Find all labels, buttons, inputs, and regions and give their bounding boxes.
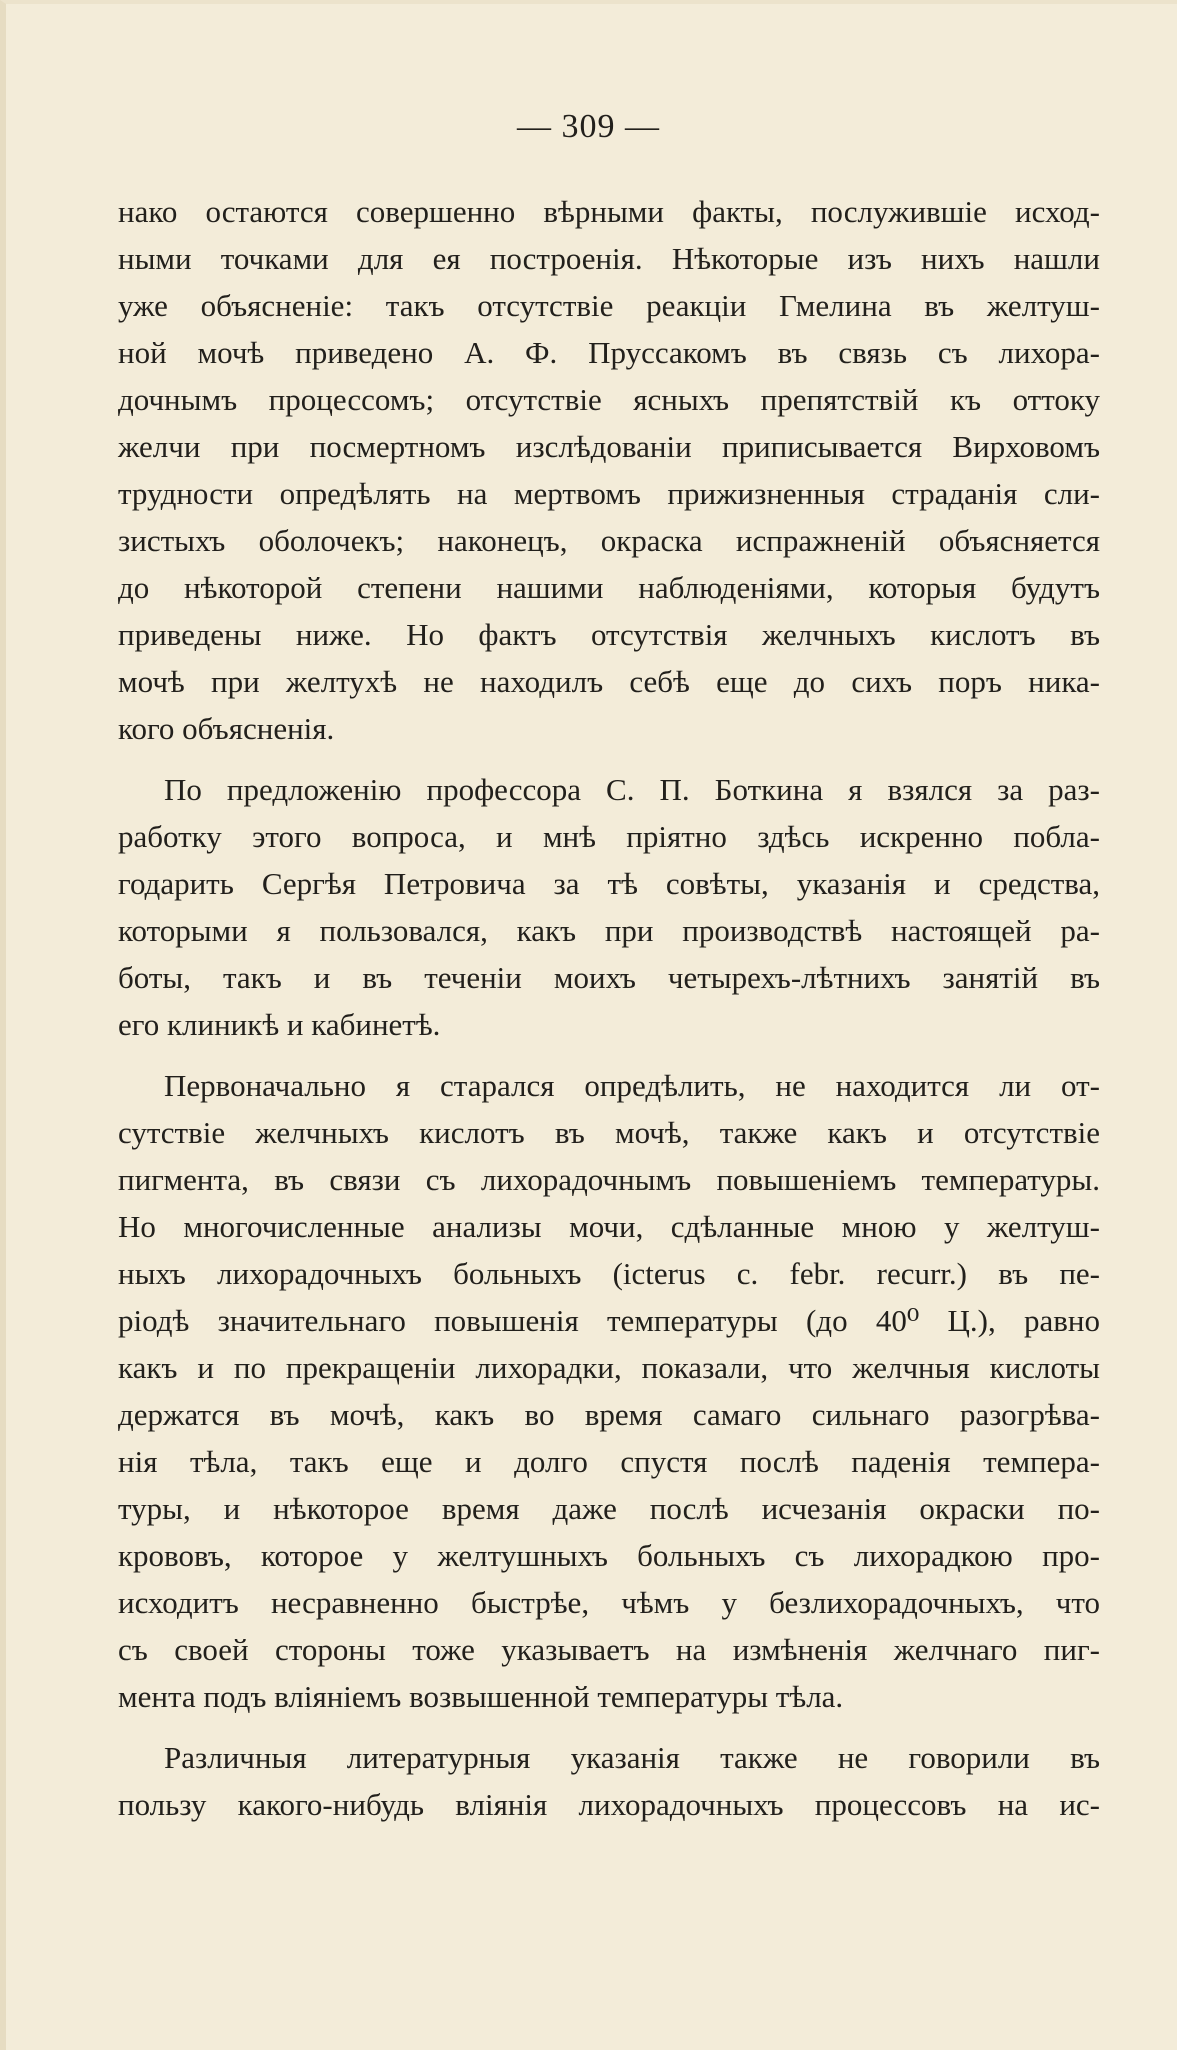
text-line: туры, и нѣкоторое время даже послѣ исчезанія окраски по- [118,1491,1100,1526]
text-line: трудности опредѣлять на мертвомъ прижизненныя страданія сли- [118,476,1100,511]
text-line: годарить Сергѣя Петровича за тѣ совѣты, указанія и средства, [118,866,1100,901]
paragraph-2 [118,766,1100,1048]
text-line: приведены ниже. Но фактъ отсутствія желчныхъ кислотъ въ [118,617,1100,652]
text-line: нія тѣла, такъ еще и долго спустя послѣ паденія темпера- [118,1444,1100,1479]
page-number: — 309 — [517,108,660,145]
text-line: ныхъ лихорадочныхъ больныхъ (icterus c. febr. recurr.) въ пе- [118,1256,1100,1291]
text-line: кого объясненія. [118,711,335,746]
text-line: его клиникѣ и кабинетѣ. [118,1007,441,1042]
text-line: По предложенію профессора С. П. Боткина я взялся за раз- [164,772,1100,807]
paragraph-3 [118,1062,1100,1720]
text-line: ной мочѣ приведено А. Ф. Пруссакомъ въ связь съ лихора- [118,335,1100,370]
body-text [118,188,1100,1828]
text-line: дочнымъ процессомъ; отсутствіе ясныхъ препятствій къ оттоку [118,382,1100,417]
text-line: зистыхъ оболочекъ; наконецъ, окраска испражненій объясняется [118,523,1100,558]
text-line: работку этого вопроса, и мнѣ пріятно здѣсь искренно побла- [118,819,1100,854]
text-line: держатся въ мочѣ, какъ во время самаго сильнаго разогрѣва- [118,1397,1100,1432]
text-line: пользу какого-нибудь вліянія лихорадочныхъ процессовъ на ис- [118,1787,1100,1822]
text-line: до нѣкоторой степени нашими наблюденіями, которыя будутъ [118,570,1100,605]
text-line: исходитъ несравненно быстрѣе, чѣмъ у безлихорадочныхъ, что [118,1585,1100,1620]
text-line: Различныя литературныя указанія также не говорили въ [164,1740,1100,1775]
text-line: уже объясненіе: такъ отсутствіе реакціи Гмелина въ желтуш- [118,288,1100,323]
text-line: ріодѣ значительнаго повышенія температуры (до 40⁰ Ц.), равно [118,1303,1100,1338]
text-line: нако остаются совершенно вѣрными факты, послужившіе исход- [118,194,1100,229]
text-line: сутствіе желчныхъ кислотъ въ мочѣ, также какъ и отсутствіе [118,1115,1100,1150]
text-line: желчи при посмертномъ изслѣдованіи приписывается Вирховомъ [118,429,1100,464]
paragraph-1 [118,188,1100,752]
paragraph-4 [118,1734,1100,1828]
text-line: какъ и по прекращеніи лихорадки, показали, что желчныя кислоты [118,1350,1100,1385]
text-line: боты, такъ и въ теченіи моихъ четырехъ-лѣтнихъ занятій въ [118,960,1100,995]
text-line: Но многочисленные анализы мочи, сдѣланные мною у желтуш- [118,1209,1100,1244]
text-line: мента подъ вліяніемъ возвышенной температуры тѣла. [118,1679,844,1714]
text-line: которыми я пользовался, какъ при производствѣ настоящей ра- [118,913,1100,948]
text-line: ными точками для ея построенія. Нѣкоторые изъ нихъ нашли [118,241,1100,276]
text-line: пигмента, въ связи съ лихорадочнымъ повышеніемъ температуры. [118,1162,1100,1197]
text-line: Первоначально я старался опредѣлить, не находится ли от- [164,1068,1100,1103]
text-line: мочѣ при желтухѣ не находилъ себѣ еще до сихъ поръ ника- [118,664,1100,699]
text-line: съ своей стороны тоже указываетъ на измѣненія желчнаго пиг- [118,1632,1100,1667]
text-line: крововъ, которое у желтушныхъ больныхъ съ лихорадкою про- [118,1538,1100,1573]
